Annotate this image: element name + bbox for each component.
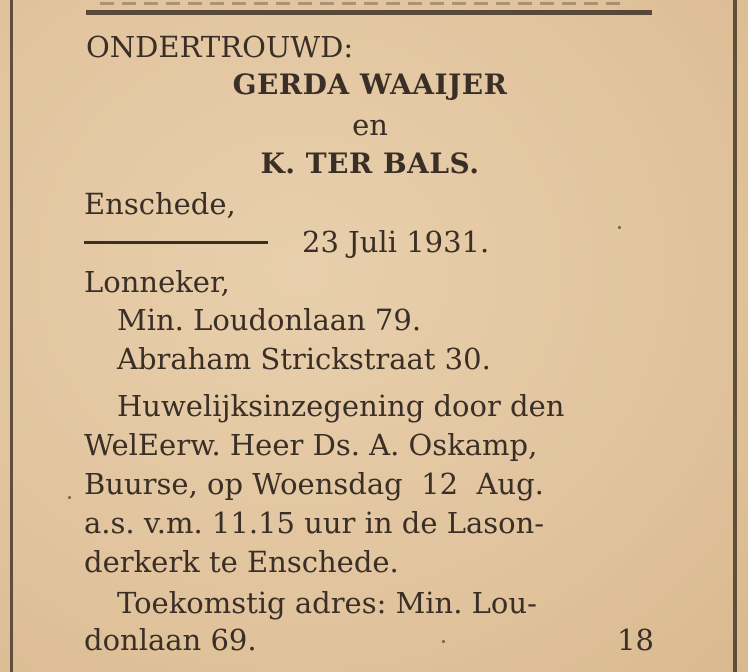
announcement-date: 23 Juli 1931. (302, 225, 490, 259)
bride-name: GERDA WAAIJER (232, 68, 508, 101)
address-groom: Abraham Strickstraat 30. (117, 342, 491, 376)
ceremony-line: derkerk te Enschede. (84, 545, 399, 579)
address-bride: Min. Loudonlaan 79. (117, 303, 422, 337)
ceremony-line: a.s. v.m. 11.15 uur in de Lason- (84, 506, 545, 540)
print-speck (618, 226, 621, 229)
place-enschede: Enschede, (84, 187, 236, 221)
ceremony-line: Buurse, op Woensdag 12 Aug. (84, 467, 544, 501)
future-address-line: donlaan 69. (84, 623, 257, 657)
future-address-line: Toekomstig adres: Min. Lou- (117, 586, 537, 620)
print-speck (68, 496, 71, 499)
top-border-rule (86, 10, 652, 15)
print-speck (442, 640, 445, 643)
conjunction: en (352, 108, 388, 142)
ceremony-line: Huwelijksinzegening door den (117, 389, 565, 423)
ceremony-line: WelEerw. Heer Ds. A. Oskamp, (84, 428, 538, 462)
announcement-heading: ONDERTROUWD: (86, 30, 354, 64)
ad-number: 18 (617, 623, 654, 657)
groom-name: K. TER BALS. (260, 147, 480, 180)
date-line (0, 225, 748, 259)
place-lonneker: Lonneker, (84, 265, 230, 299)
date-dash-rule (84, 241, 268, 244)
bleed-through-text (100, 2, 620, 5)
